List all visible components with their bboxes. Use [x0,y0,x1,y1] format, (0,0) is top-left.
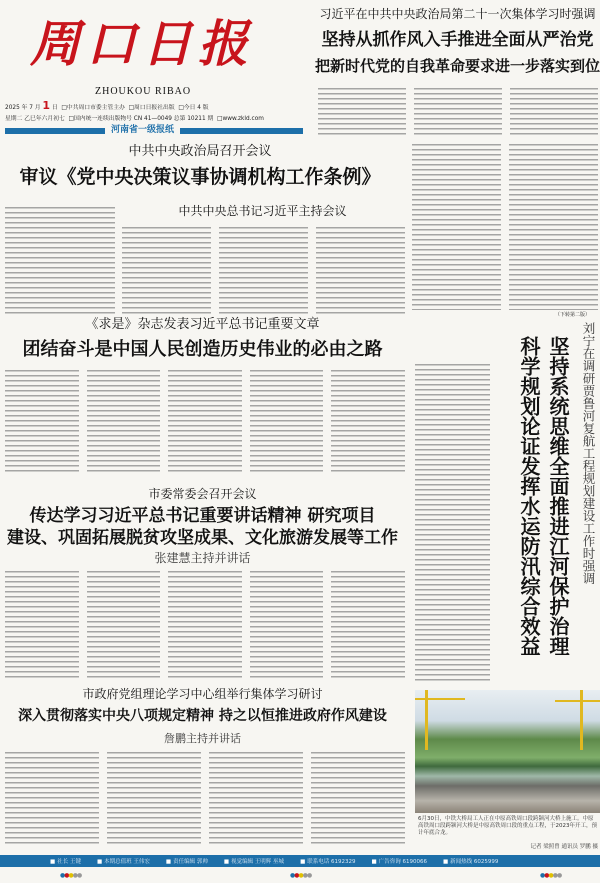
date-year: 2025 年 7 月 [5,105,41,111]
story1-kicker: 中共中央政治局召开会议 [128,144,272,159]
page-count: □今日 4 版 [178,105,209,111]
weekday: 星期二 乙巳年六月初七 [5,116,65,122]
footer-item: ■ 本期总值班 王伟宏 [97,857,150,865]
grade-label: 河南省一级报纸 [105,124,180,136]
story1-body [122,225,405,315]
story3-subhead: 张建慧主持并讲话 [154,551,251,565]
publisher-1: □中共周口市委主管主办 [61,105,125,111]
photo-caption: 6月30日，中铁大桥局工人正在中原高铁周口段跨颍河大桥上施工。中原高铁周口段跨颍河大桥是中原高铁周口段的重点工程，于2023年开工，预计年底合龙。 [418,816,597,836]
footer-item: ■ 新闻热线 6025999 [443,857,498,865]
story5-body [415,362,490,684]
story4-headline: 深入贯彻落实中央八项规定精神 持之以恒推进政府作风建设 [18,708,387,724]
newspaper-logo: 周口日报 [30,14,254,73]
date-day: 1 [42,99,51,112]
color-registration-mark: ●●●●● [290,872,312,879]
footer-item: ■ 社长 王键 [50,857,81,865]
footer-item: ■ 责任编辑 郭帅 [166,857,208,865]
color-registration-mark: ●●●●● [60,872,82,879]
newspaper-pinyin: ZHOUKOU RIBAO [95,86,192,97]
story3-headline-2: 建设、巩固拓展脱贫攻坚成果、文化旅游发展等工作 [7,528,398,548]
story5-headline-1: 坚持系统思维全面推进江河保护治理 [546,336,570,656]
bridge-construction-photo [415,690,600,813]
issn: □国内统一连续出版物号 CN 41—0049 总第 10211 期 [68,116,214,122]
story2-kicker: 《求是》杂志发表习近平总书记重要文章 [85,317,320,332]
date-suffix: 日 [51,105,58,111]
photo-credit: 记者 梁照曾 通讯员 罗鹏 摄 [530,844,598,850]
story5-subtitle: 刘宁在调研贾鲁河复航工程规划建设工作时强调 [581,322,596,585]
story2-headline: 团结奋斗是中国人民创造历史伟业的必由之路 [22,339,383,360]
publisher-2: □周口日报社出版 [128,105,175,111]
lead-body-continued [412,142,598,310]
story1-subhead: 中共中央总书记习近平主持会议 [178,204,347,218]
lead-headline-2: 把新时代党的自我革命要求进一步落实到位 [315,57,600,75]
lead-headline-1: 坚持从抓作风入手推进全面从严治党 [321,30,594,50]
story4-kicker: 市政府党组理论学习中心组举行集体学习研讨 [82,687,323,701]
lead-jump: （下转第二版） [555,312,591,318]
date-line [5,100,315,125]
footer-bar [0,855,600,867]
story2-body [5,368,405,473]
story3-body [5,569,405,681]
story5-headline-2: 科学规划论证发挥水运防汛综合效益 [517,336,541,656]
color-registration-mark: ●●●●● [540,872,562,879]
footer-item: ■ 联系电话 6192329 [300,857,355,865]
story4-subhead: 詹鹏主持并讲话 [164,732,241,745]
story1-headline: 审议《党中央决策议事协调机构工作条例》 [19,166,381,188]
story4-body [5,750,405,845]
story1-body-left [5,205,115,315]
website: □www.zkld.com [217,116,264,122]
footer-item: ■ 广告咨询 6190066 [372,857,427,865]
story3-headline-1: 传达学习习近平总书记重要讲话精神 研究项目 [29,506,376,526]
story3-kicker: 市委常委会召开会议 [148,487,257,501]
lead-kicker: 习近平在中共中央政治局第二十一次集体学习时强调 [319,7,596,21]
footer-item: ■ 视觉编辑 王明辉 巫城 [224,857,284,865]
lead-body [318,86,598,138]
